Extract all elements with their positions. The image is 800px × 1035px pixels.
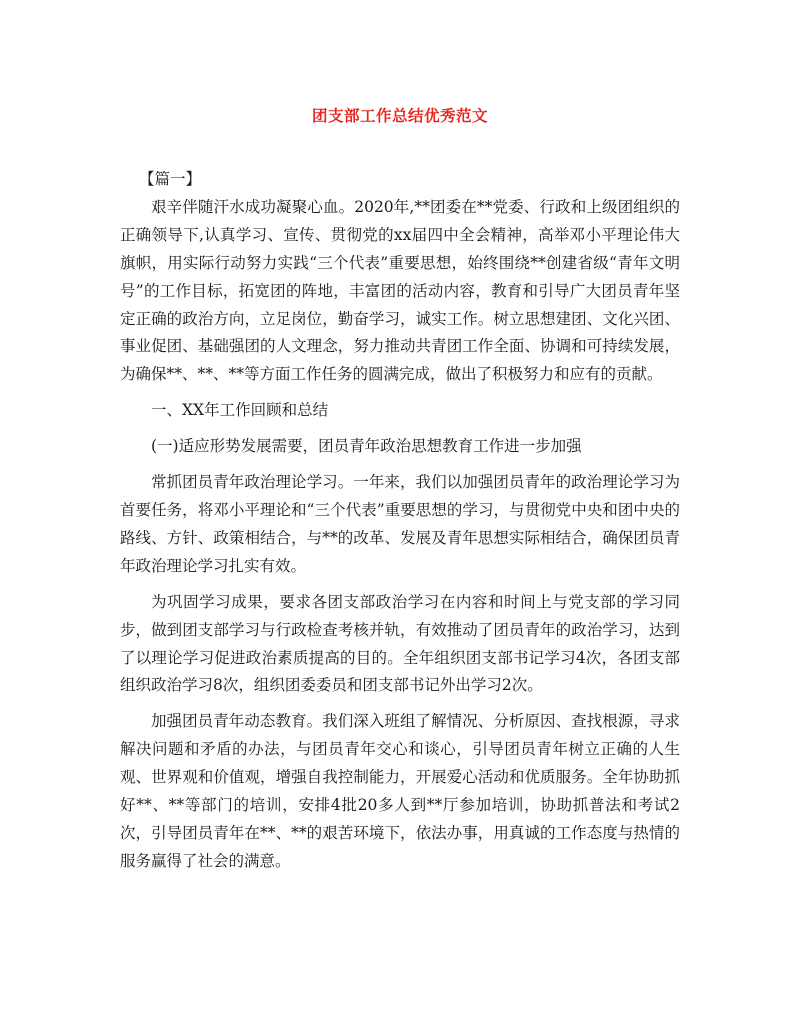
heading-review-summary: 一、XX年工作回顾和总结 xyxy=(151,401,329,420)
paragraph-consolidate-study: 为巩固学习成果，要求各团支部政治学习在内容和时间上与党支部的学习同步，做到团支部学习与行政检查考核并轨，有效推动了团员青年的政治学习，达到了以理论学习促进政治素质提高的目的。全年组织团支部书记学习4次，各团支部组织政治学习8次，组织团委委员和团支部书记外出学习2次。 xyxy=(120,592,680,695)
paragraph-theory-study: 常抓团员青年政治理论学习。一年来，我们以加强团员青年的政治理论学习为首要任务，将邓小平理论和“三个代表”重要思想的学习，与贯彻党中央和团中央的路线、方针、政策相结合，与**的改革、发展及青年思想实际相结合，确保团员青年政治理论学习扎实有效。 xyxy=(120,473,680,575)
subheading-political-education: (一)适应形势发展需要，团员青年政治思想教育工作进一步加强 xyxy=(151,437,582,456)
paragraph-dynamic-education: 加强团员青年动态教育。我们深入班组了解情况、分析原因、查找根源，寻求解决问题和矛盾的办法，与团员青年交心和谈心，引导团员青年树立正确的人生观、世界观和价值观，增强自我控制能力，开展爱心活动和优质服务。全年协助抓好**、**等部门的培训，安排4批20多人到**厅参加培训，协助抓普法和考试2次，引导团员青年在**、**的艰苦环境下，依法办事，用真诚的工作态度与热情的服务赢得了社会的满意。 xyxy=(120,712,680,870)
section-heading: 【篇一】 xyxy=(139,170,202,188)
document-body xyxy=(120,166,680,876)
paragraph-intro: 艰辛伴随汗水成功凝聚心血。2020年,**团委在**党委、行政和上级团组织的正确领导下,认真学习、宣传、贯彻党的xx届四中全会精神，高举邓小平理论伟大旗帜，用实际行动努力实践“三个代表”重要思想，始终围绕**创建省级“青年文明号”的工作目标，拓宽团的阵地，丰富团的活动内容，教育和引导广大团员青年坚定正确的政治方向，立足岗位，勤奋学习，诚实工作。树立思想建团、文化兴团、事业促团、基础强团的人文理念，努力推动共青团工作全面、协调和可持续发展，为确保**、**、**等方面工作任务的圆满完成，做出了积极努力和应有的贡献。 xyxy=(120,197,680,384)
document-title: 团支部工作总结优秀范文 xyxy=(311,106,488,125)
